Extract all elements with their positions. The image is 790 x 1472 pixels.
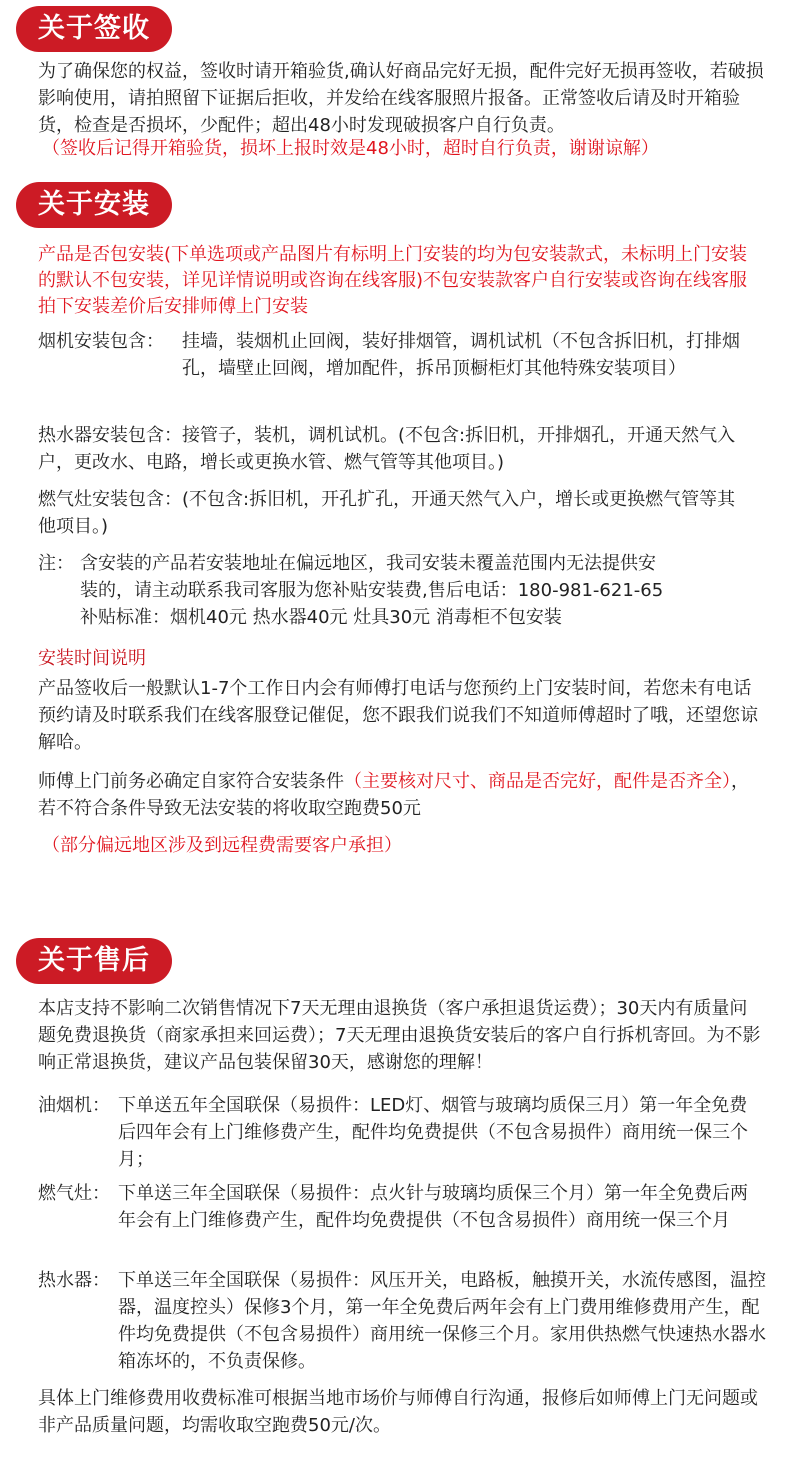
sign-note: （签收后记得开箱验货，损坏上报时效是48小时，超时自行负责，谢谢谅解） xyxy=(42,138,659,159)
install-note-text xyxy=(80,550,770,631)
warranty-heater-text: 下单送三年全国联保（易损件：风压开关，电路板，触摸开关，水流传感图，温控器，温度控头）保修3个月，第一年全免费后两年会有上门费用维修费用产生，配件均免费提供（不包含易损件）商用统一保修三个月。家用供热燃气快速热水器水箱冻坏的，不负责保修。 xyxy=(118,1270,766,1372)
warranty-stove-label: 燃气灶： xyxy=(38,1183,110,1204)
install-time-text: 产品签收后一般默认1-7个工作日内会有师傅打电话与您预约上门安装时间，若您未有电话预约请及时联系我们在线客服登记催促，您不跟我们说我们不知道师傅超时了哦，还望您谅解哈。 xyxy=(38,678,758,753)
install-intro: 产品是否包安装(下单选项或产品图片有标明上门安装的均为包安装款式，未标明上门安装的默认不包安装，详见详情说明或咨询在线客服)不包安装款客户自行安装或咨询在线客服拍下安装差价后安排师傅上门安装 xyxy=(38,244,748,317)
install-note-label: 注： xyxy=(38,553,74,574)
install-note-line-2: 装的，请主动联系我司客服为您补贴安装费,售后电话：180-981-621-65 xyxy=(80,580,664,601)
warranty-hood-text: 下单送五年全国联保（易损件：LED灯、烟管与玻璃均质保三月）第一年全免费后四年会有上门维修费产生，配件均免费提供（不包含易损件）商用统一保三个月； xyxy=(118,1095,748,1170)
warranty-heater-row xyxy=(38,1267,768,1377)
install-heater-text: 热水器安装包含：接管子，装机，调机试机。(不包含:拆旧机，开排烟孔，开通天然气入户，更改水、电路，增长或更换水管、燃气管等其他项目。) xyxy=(38,425,736,473)
warranty-heater-label: 热水器： xyxy=(38,1270,110,1291)
install-hood-text: 挂墙，装烟机止回阀，装好排烟管，调机试机（不包含拆旧机，打排烟孔，墙壁止回阀，增加配件，拆吊顶橱柜灯其他特殊安装项目） xyxy=(182,331,740,379)
install-condition-text: 师傅上门前务必确定自家符合安装条件 xyxy=(38,771,344,792)
install-note-row xyxy=(38,550,768,632)
install-hood-row xyxy=(38,328,758,410)
warranty-stove-row xyxy=(38,1180,768,1262)
warranty-hood-label: 油烟机： xyxy=(38,1095,110,1116)
after-sales-body: 本店支持不影响二次销售情况下7天无理由退换货（客户承担退货运费）；30天内有质量问题免费退换货（商家承担来回运费）；7天无理由退换货安装后的客户自行拆机寄回。为不影响正常退换货，建议产品包装保留30天，感谢您的理解！ xyxy=(38,998,761,1073)
install-note-line-3: 补贴标准：烟机40元 热水器40元 灶具30元 消毒柜不包安装 xyxy=(80,607,562,628)
install-condition-fee: ，若不符合条件导致无法安装的将收取空跑费50元 xyxy=(38,771,749,819)
install-remote-note: （部分偏远地区涉及到远程费需要客户承担） xyxy=(42,835,402,856)
install-condition-highlight: （主要核对尺寸、商品是否完好，配件是否齐全） xyxy=(344,771,731,792)
install-hood-label: 烟机安装包含： xyxy=(38,331,164,352)
install-stove-text: 燃气灶安装包含：(不包含:拆旧机，开孔扩孔，开通天然气入户，增长或更换燃气管等其他项目。) xyxy=(38,489,736,537)
repair-fee-text: 具体上门维修费用收费标准可根据当地市场价与师傅自行沟通，报修后如师傅上门无问题或非产品质量问题，均需收取空跑费50元/次。 xyxy=(38,1388,758,1436)
install-note-line-1: 含安装的产品若安装地址在偏远地区，我司安装未覆盖范围内无法提供安 xyxy=(80,553,656,574)
install-condition xyxy=(38,768,760,822)
section-badge-install: 关于安装 xyxy=(16,182,172,228)
section-badge-sign: 关于签收 xyxy=(16,6,172,52)
install-time-title: 安装时间说明 xyxy=(38,648,146,669)
section-badge-after-sales: 关于售后 xyxy=(16,938,172,984)
warranty-hood-row xyxy=(38,1092,768,1174)
warranty-stove-text: 下单送三年全国联保（易损件：点火针与玻璃均质保三个月）第一年全免费后两年会有上门维修费产生，配件均免费提供（不包含易损件）商用统一保三个月 xyxy=(118,1183,748,1231)
sign-body: 为了确保您的权益，签收时请开箱验货,确认好商品完好无损，配件完好无损再签收，若破损影响使用，请拍照留下证据后拒收，并发给在线客服照片报备。正常签收后请及时开箱验货，检查是否损坏，少配件；超出48小时发现破损客户自行负责。 xyxy=(38,61,764,136)
